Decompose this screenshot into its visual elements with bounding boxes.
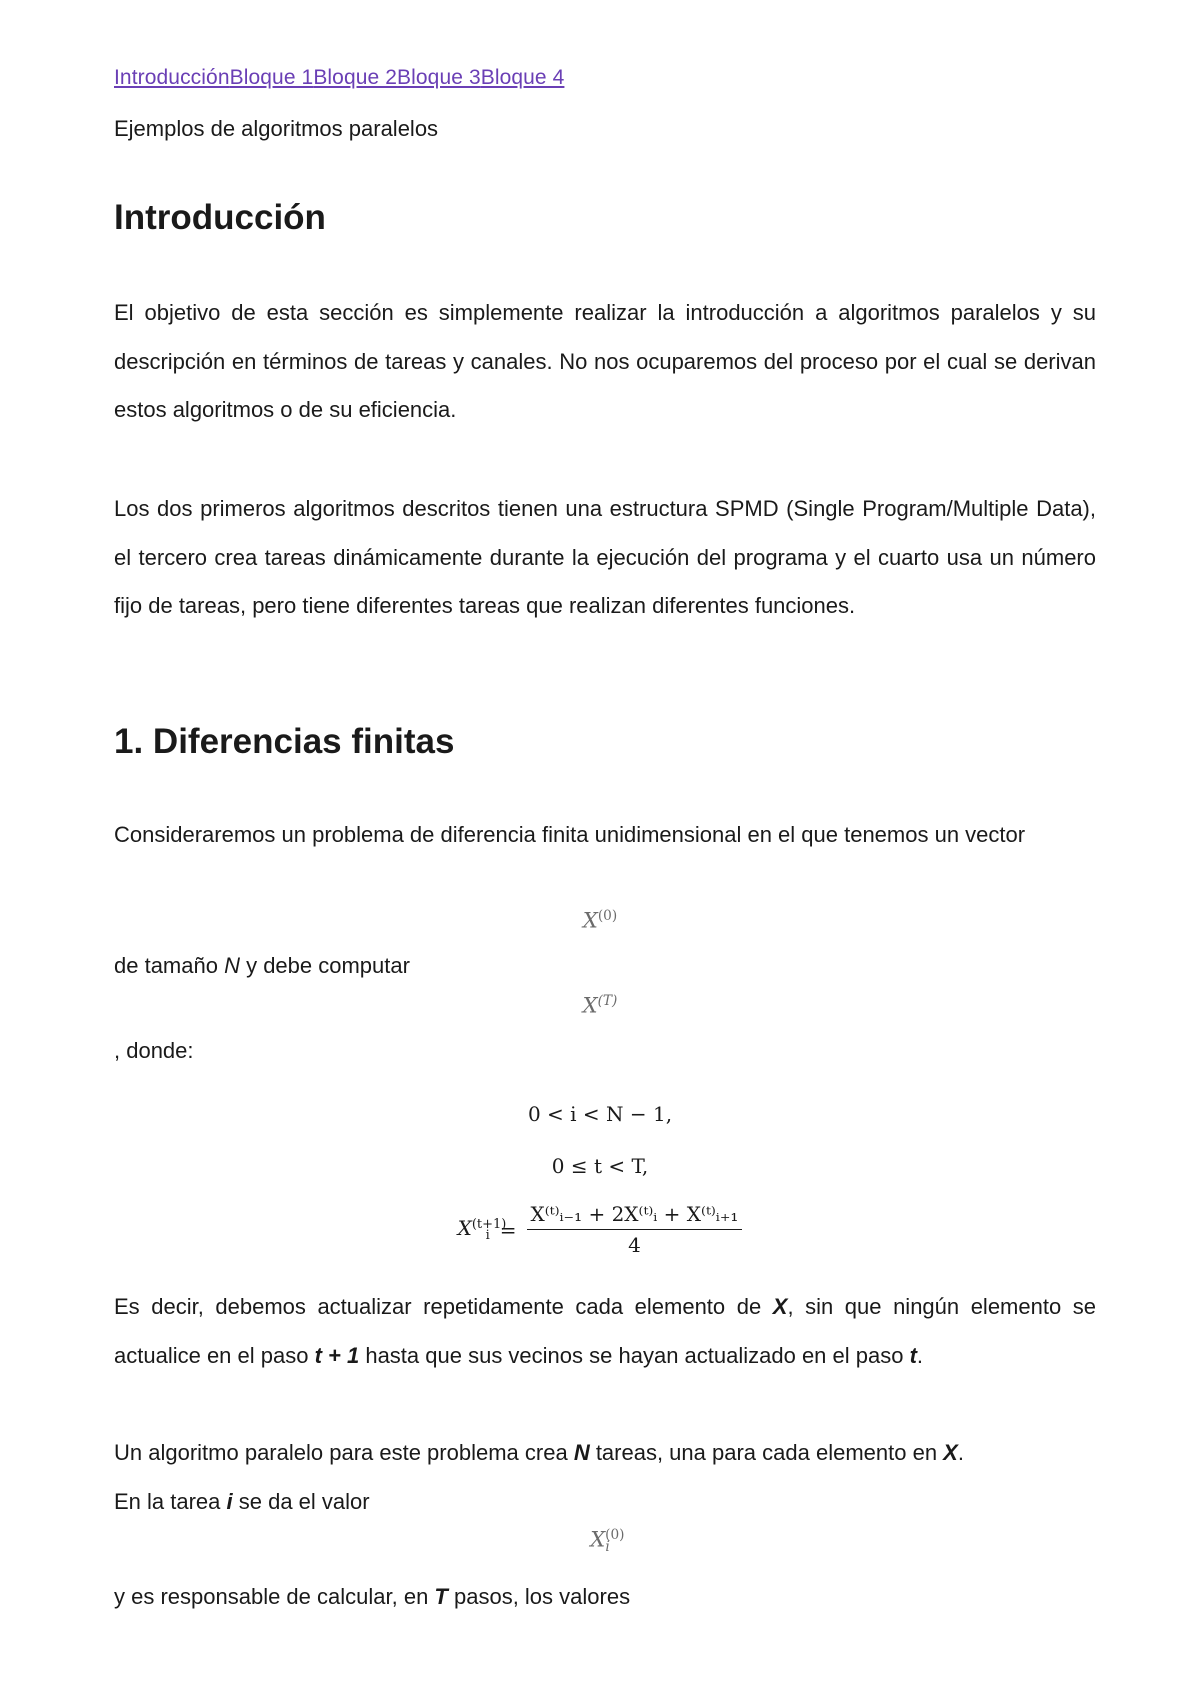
finite-paragraph-1: Consideraremos un problema de diferencia finita unidimensional en el que tenemos un vector xyxy=(114,822,1026,847)
nav-link-bloque-2[interactable]: Bloque 2 xyxy=(313,66,398,89)
finite-line-donde: , donde: xyxy=(114,1038,194,1063)
heading-introduccion: Introducción xyxy=(114,198,326,237)
breadcrumb-nav xyxy=(114,66,564,90)
finite-paragraph-3: Es decir, debemos actualizar repetidamente cada elemento de X, sin que ningún elemento se actualice en el paso t + 1 hasta que sus vecinos se hayan actualizado en el paso t. xyxy=(114,1294,1096,1368)
equation-t-range: 0 ≤ t < T, xyxy=(551,1154,649,1178)
page-subtitle: Ejemplos de algoritmos paralelos xyxy=(114,116,439,141)
finite-paragraph-4: Un algoritmo paralelo para este problema crea N tareas, una para cada elemento en X. xyxy=(114,1440,964,1465)
nav-link-introduccion[interactable]: Introducción xyxy=(114,66,230,89)
equation-update-rule: $X^{(t+1)}_i$ = $\frac{\text{X⁽ᵗ⁾ᵢ₋₁ + 2X⁽ᵗ⁾ᵢ + X⁽ᵗ⁾ᵢ₊₁}}{4}$ xyxy=(0,1202,1200,1257)
update-fraction: $\frac{\text{X⁽ᵗ⁾ᵢ₋₁ + 2X⁽ᵗ⁾ᵢ + X⁽ᵗ⁾ᵢ₊₁}}{4}$ xyxy=(527,1202,743,1257)
math-x-i-zero: $X^{(0)}_i$ xyxy=(590,1527,625,1555)
nav-link-bloque-3[interactable]: Bloque 3 xyxy=(397,66,481,89)
intro-paragraph-2: Los dos primeros algoritmos descritos tienen una estructura SPMD (Single Program/Multiple Data), el tercero crea tareas dinámicamente durante la ejecución del programa y el cuarto usa un número fijo de tareas, pero tiene diferentes tareas que realizan diferentes funciones. xyxy=(114,496,1096,618)
heading-diferencias-finitas: 1. Diferencias finitas xyxy=(114,722,455,761)
finite-line-responsable: y es responsable de calcular, en T pasos, los valores xyxy=(114,1584,631,1609)
math-x-t: $X^{(T)}$ xyxy=(582,993,618,1018)
equation-i-range: 0 < i < N − 1, xyxy=(527,1102,673,1126)
nav-link-bloque-1[interactable]: Bloque 1 xyxy=(229,66,314,89)
nav-link-bloque-4[interactable]: Bloque 4 xyxy=(480,66,565,89)
intro-paragraph-1: El objetivo de esta sección es simplemente realizar la introducción a algoritmos paralelos y su descripción en términos de tareas y canales. No nos ocuparemos del proceso por el cual se derivan estos algoritmos o de su eficiencia. xyxy=(114,300,1096,422)
finite-line-tarea: En la tarea i se da el valor xyxy=(114,1489,370,1514)
finite-line-size: de tamaño N y debe computar xyxy=(114,953,410,978)
math-x-zero: $X^{(0)}$ xyxy=(582,908,618,933)
